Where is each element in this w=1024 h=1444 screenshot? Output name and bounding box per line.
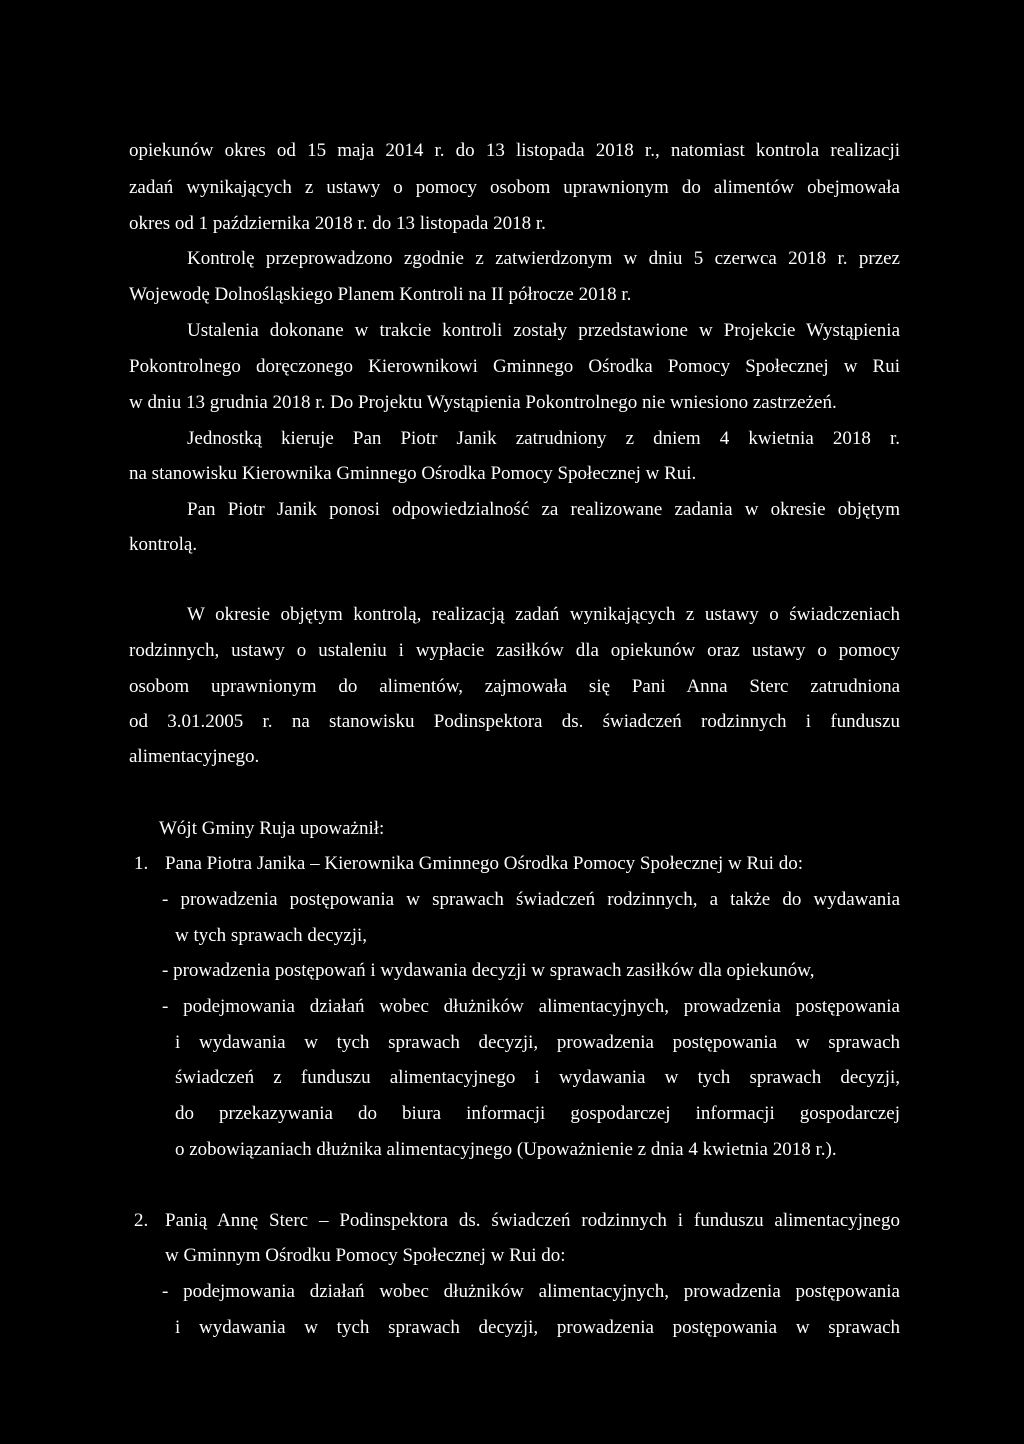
- item-1-bullet-1-line-2: w tych sprawach decyzji,: [175, 925, 368, 946]
- item-2-bullet-1-line-1: - podejmowania działań wobec dłużników alimentacyjnych, prowadzenia postępowania: [162, 1281, 900, 1302]
- item-2-bullet-1-line-2: i wydawania w tych sprawach decyzji, prowadzenia postępowania w sprawach: [175, 1317, 900, 1338]
- paragraph-6-line-3: osobom uprawnionym do alimentów, zajmowała się Pani Anna Sterc zatrudniona: [129, 676, 900, 697]
- paragraph-3-line-3: w dniu 13 grudnia 2018 r. Do Projektu Wystąpienia Pokontrolnego nie wniesiono zastrzeżeń.: [129, 392, 837, 413]
- paragraph-6-line-5: alimentacyjnego.: [129, 746, 260, 767]
- item-1-bullet-3-line-1: - podejmowania działań wobec dłużników alimentacyjnych, prowadzenia postępowania: [162, 996, 900, 1017]
- paragraph-6-line-4: od 3.01.2005 r. na stanowisku Podinspektora ds. świadczeń rodzinnych i funduszu: [129, 711, 900, 732]
- item-2-line-2: w Gminnym Ośrodku Pomocy Społecznej w Rui do:: [165, 1245, 566, 1266]
- authorization-heading: Wójt Gminy Ruja upoważnił:: [159, 818, 385, 839]
- item-2-line-1: Panią Annę Sterc – Podinspektora ds. świadczeń rodzinnych i funduszu alimentacyjnego: [165, 1210, 900, 1231]
- paragraph-2-line-1: Kontrolę przeprowadzono zgodnie z zatwierdzonym w dniu 5 czerwca 2018 r. przez: [187, 248, 900, 269]
- item-1-bullet-3-line-5: o zobowiązaniach dłużnika alimentacyjnego (Upoważnienie z dnia 4 kwietnia 2018 r.).: [175, 1139, 837, 1160]
- paragraph-3-line-2: Pokontrolnego doręczonego Kierownikowi Gminnego Ośrodka Pomocy Społecznej w Rui: [129, 356, 900, 377]
- paragraph-5-line-2: kontrolą.: [129, 534, 198, 555]
- item-1-number: 1.: [134, 853, 149, 874]
- paragraph-1-line-3: okres od 1 października 2018 r. do 13 listopada 2018 r.: [129, 213, 546, 234]
- paragraph-5-line-1: Pan Piotr Janik ponosi odpowiedzialność za realizowane zadania w okresie objętym: [187, 499, 900, 520]
- paragraph-1-line-1: opiekunów okres od 15 maja 2014 r. do 13 listopada 2018 r., natomiast kontrola realizacji: [129, 140, 900, 161]
- paragraph-4-line-1: Jednostką kieruje Pan Piotr Janik zatrudniony z dniem 4 kwietnia 2018 r.: [187, 428, 900, 449]
- paragraph-1-line-2: zadań wynikających z ustawy o pomocy osobom uprawnionym do alimentów obejmowała: [129, 177, 900, 198]
- paragraph-6-line-1: W okresie objętym kontrolą, realizacją zadań wynikających z ustawy o świadczeniach: [187, 604, 900, 625]
- item-1-bullet-3-line-4: do przekazywania do biura informacji gospodarczej informacji gospodarczej: [175, 1103, 900, 1124]
- paragraph-4-line-2: na stanowisku Kierownika Gminnego Ośrodka Pomocy Społecznej w Rui.: [129, 463, 697, 484]
- item-1-bullet-3-line-2: i wydawania w tych sprawach decyzji, prowadzenia postępowania w sprawach: [175, 1032, 900, 1053]
- paragraph-6-line-2: rodzinnych, ustawy o ustaleniu i wypłacie zasiłków dla opiekunów oraz ustawy o pomocy: [129, 640, 900, 661]
- item-1-bullet-2-line-1: - prowadzenia postępowań i wydawania decyzji w sprawach zasiłków dla opiekunów,: [162, 960, 815, 981]
- item-1-bullet-3-line-3: świadczeń z funduszu alimentacyjnego i wydawania w tych sprawach decyzji,: [175, 1067, 900, 1088]
- item-1-line-1: Pana Piotra Janika – Kierownika Gminnego Ośrodka Pomocy Społecznej w Rui do:: [165, 853, 803, 874]
- item-2-number: 2.: [134, 1210, 149, 1231]
- paragraph-3-line-1: Ustalenia dokonane w trakcie kontroli zostały przedstawione w Projekcie Wystąpienia: [187, 320, 900, 341]
- paragraph-2-line-2: Wojewodę Dolnośląskiego Planem Kontroli na II półrocze 2018 r.: [129, 284, 632, 305]
- item-1-bullet-1-line-1: - prowadzenia postępowania w sprawach świadczeń rodzinnych, a także do wydawania: [162, 889, 900, 910]
